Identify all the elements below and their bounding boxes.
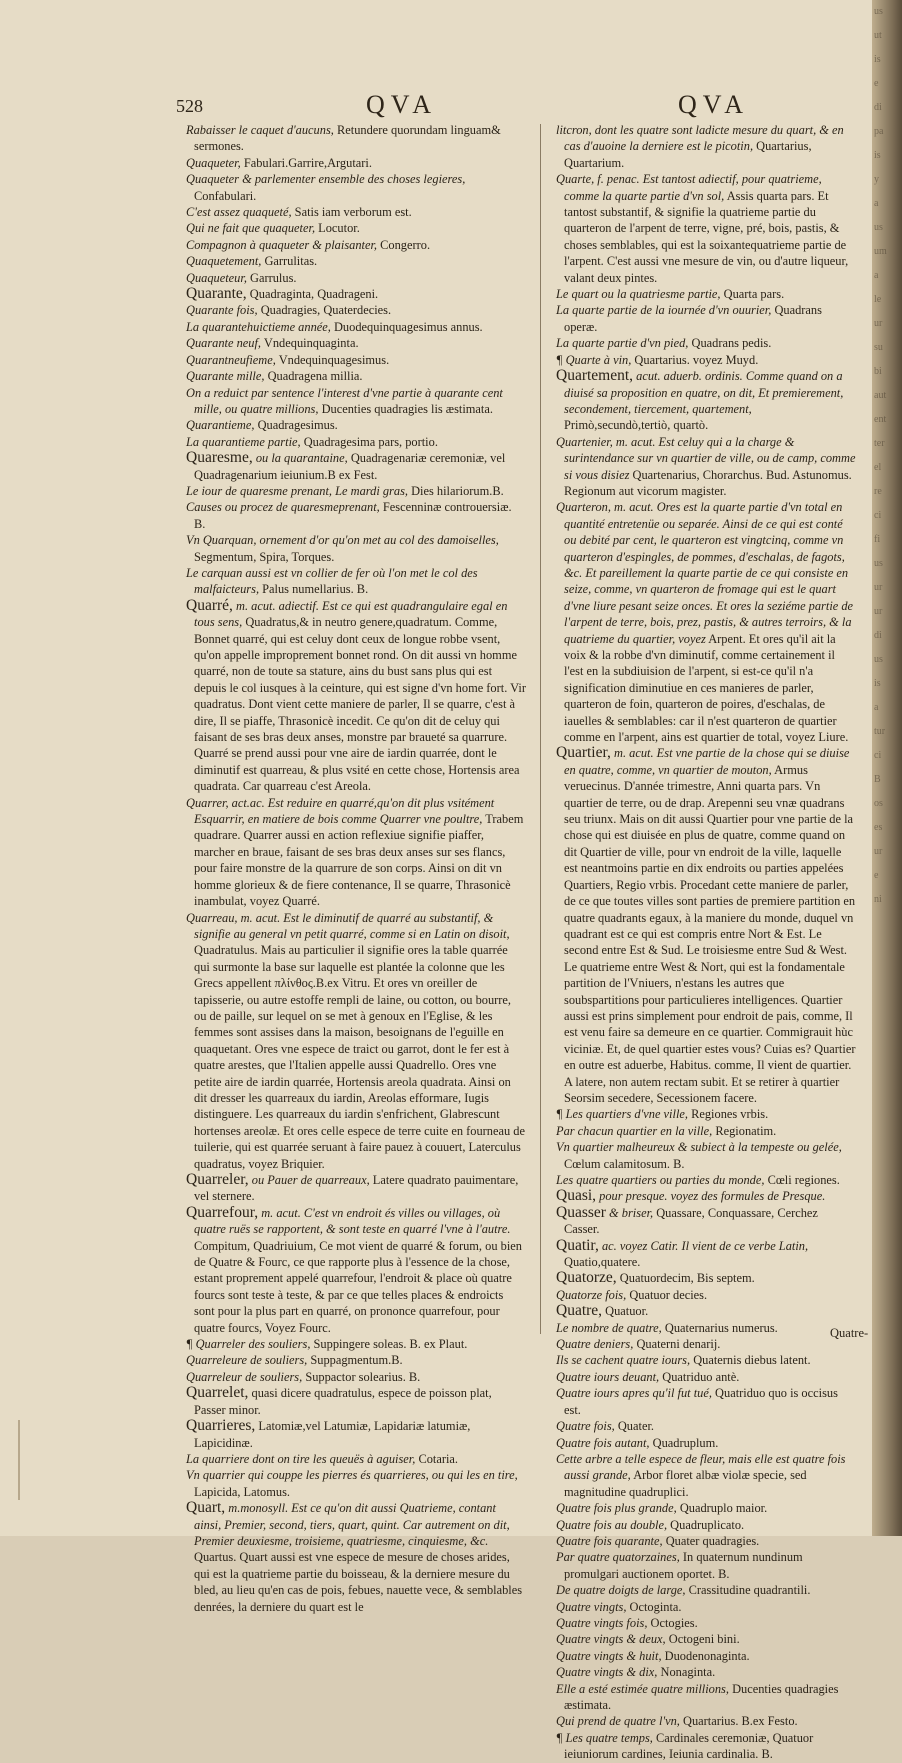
entry-latin: Quaternis diebus latent. [693,1353,811,1368]
dictionary-entry [556,1615,856,1631]
dictionary-entry [556,1106,856,1122]
entry-french: Quatre fois, [556,1419,615,1434]
fold-fragment: ur [874,606,883,617]
dictionary-entry [186,910,526,1173]
fold-fragment: ur [874,846,883,857]
entry-latin: In quaternum nundinum promulgari auctionem oportet. B. [564,1550,803,1581]
entry-headword: Quartement, [556,367,634,385]
entry-french: Quarantieme, [186,418,255,433]
entry-french: On a reduict par sentence l'interest d'vne partie à quarante cent mille, ou quatre millions, [186,385,503,416]
entry-french: Quatre vingts & huit, [556,1648,662,1663]
entry-french: m. acut. Est vne partie de la chose qui se diuise en quatre, comme, vn quartier de mouton, [564,746,850,777]
entry-latin: Quatio,quatere. [564,1255,641,1270]
dictionary-entry [556,1123,856,1139]
running-head-left: QVA [366,90,437,119]
fold-fragment: B [874,774,881,785]
fold-fragment: aut [874,390,887,401]
entry-french: m. acut. adiectif. Est ce qui est quadrangulaire egal en tous sens, [194,598,508,630]
entry-headword: Quarrefour, [186,1203,259,1221]
entry-french: Le quart ou la quatriesme partie, [556,287,721,302]
entry-latin: Latere quadrato pauimentare, vel sternere. [194,1173,519,1204]
entry-latin: Octogeni bini. [668,1632,740,1647]
entry-headword: Quasser [556,1203,606,1221]
dictionary-entry [556,368,856,434]
fold-fragment: le [874,294,882,305]
entry-french: Quarantneufieme, [186,352,276,367]
dictionary-entry [186,171,526,204]
entry-latin: Vndequinquagesimus. [278,352,390,367]
entry-latin: Confabulari. [194,188,257,203]
entry-latin: Quartenarius, Chorarchus. Bud. Astunomus. Regionum aut vicorum magister. [564,467,852,498]
dictionary-entry [556,352,856,368]
fold-fragment: us [874,654,883,665]
entry-french: Compagnon à quaqueter & plaisanter, [186,237,378,252]
fold-fragment: el [874,462,882,473]
fold-fragment: re [874,486,882,497]
dictionary-entry [556,1238,856,1271]
dictionary-entry [186,1352,526,1368]
fold-fragment: os [874,798,883,809]
dictionary-entry [186,450,526,483]
column-rule [540,124,541,1334]
fold-fragment: us [874,558,883,569]
dictionary-entry [186,795,526,910]
dictionary-entry [186,1467,526,1500]
fold-fragment: su [874,342,883,353]
entry-french: La quarte partie d'vn pied, [556,336,689,351]
fold-fragment: e [874,78,879,89]
entry-latin: Quadratulus. Mais au particulier il signifie ores la table quarrée qui surmonte la base sur laquelle est plantée la colonne que les Grecs appellent πλίνθος.B.ex Vitru. Et ores vn oreiller de tapisserie, ou autre estoffe rempli de laine, ou cotton, ou bourre, ou de paille, sur lequel on se met à genoux en l'Eglise, & les femmes sont assises dans la maison, besoignans de l'eguille en quaquetant. Ores vne espece de traict ou garrot, dont le fer est à quatre arestes, que l'Italien appelle aussi Quadrello. Ores vne petite aire de iardin quarrée, Hortensis areola quadrata. Ainsi on dit dresser les quarreaux du iardin, Areolas efformare, Iugis distinguere. Les quarreaux du iardin s'enfrichent, Glabrescunt hortenses areolæ. Et ores celle espece de terre cuite en fourneau de tuilerie, qui est quarrée seruant à faire pauez à couuert, Laterculus quadratus, voyez Briquier. [194,943,525,1171]
entry-latin: Quatuor decies. [629,1287,708,1302]
entry-french: litcron, dont les quatre sont ladicte mesure du quart, & en cas d'auoine la derniere est le picotin, [556,123,844,154]
right-column [556,122,856,1762]
entry-latin: Garrulitas. [264,254,318,269]
dictionary-entry [556,171,856,286]
catchword: Quatre- [830,1326,869,1340]
entry-french: Quatre fois quarante, [556,1533,663,1548]
dictionary-entry [186,1418,526,1451]
entry-latin: Vndequinquaginta. [263,336,359,351]
dictionary-entry [556,1336,856,1352]
dictionary-entry [556,1435,856,1451]
left-column [186,122,526,1614]
entry-headword: Quatre, [556,1302,603,1320]
fold-fragment: is [874,678,881,689]
dictionary-entry [556,499,856,745]
entry-latin: Quater. [617,1419,654,1434]
entry-latin: Retundere quorundam linguam& sermones. [194,123,501,154]
entry-french: Quaqueter & parlementer ensemble des choses legieres, [186,172,466,187]
entry-french: Quatre vingts, [556,1599,627,1614]
entry-latin: Regionatim. [715,1123,777,1138]
entry-latin: Segmentum, Spira, Torques. [194,549,335,564]
facing-page-fragments [874,0,898,1536]
dictionary-entry [556,1713,856,1729]
entry-french: Quatre iours deuant, [556,1369,660,1384]
entry-french: Le iour de quaresme prenant, Le mardi gras, [186,483,408,498]
entry-latin: Fabulari.Garrire,Argutari. [243,155,372,170]
fold-fragment: us [874,6,883,17]
fold-fragment: ni [874,894,882,905]
fold-fragment: di [874,630,882,641]
entry-latin: Quatuordecim, Bis septem. [619,1271,755,1286]
entry-french: Vn quartier malheureux & subiect à la tempeste ou gelée, [556,1140,842,1155]
entry-latin: Cœlum calamitosum. B. [564,1156,685,1171]
entry-french: & briser, [609,1205,654,1220]
fold-fragment: a [874,198,879,209]
entry-french: ¶ Quarreler des souliers, [186,1337,311,1352]
entry-french: Quarreleur de souliers, [186,1369,303,1384]
entry-latin: Quadrans pedis. [691,336,772,351]
dictionary-entry [186,1451,526,1467]
entry-latin: Dies hilariorum.B. [411,483,504,498]
dictionary-entry [556,1287,856,1303]
dictionary-entry [556,1648,856,1664]
dictionary-entry [556,1139,856,1172]
entry-latin: Quadrans operæ. [564,303,822,334]
fold-fragment: ut [874,30,882,41]
entry-french: La quarriere dont on tire les queuës à aguiser, [186,1451,416,1466]
fold-fragment: fi [874,534,881,545]
dictionary-entry [556,1188,856,1204]
entry-latin: Quartarius. voyez Muyd. [634,352,759,367]
dictionary-entry [556,1582,856,1598]
entry-latin: Octoginta. [629,1599,682,1614]
dictionary-entry [556,1303,856,1319]
entry-headword: Quasi, [556,1187,597,1205]
fold-fragment: ci [874,750,882,761]
entry-latin: Quarta pars. [723,287,785,302]
entry-french: Quarreleure de souliers, [186,1353,308,1368]
page-number: 528 [176,96,203,116]
dictionary-entry [556,1352,856,1368]
entry-french: La quarantieme partie, [186,434,301,449]
margin-mark [18,1420,20,1500]
dictionary-entry [186,352,526,368]
fold-fragment: a [874,270,879,281]
dictionary-entry [556,1320,856,1336]
entry-latin: Armus veruecinus. D'année trimestre, Anni quarta pars. Vn quartier de terre, ou de drap. Arepenni seu vnæ quadrans seu triunx. Mais on dit aussi Quartier pour vne partie de la chose qui est diuisée en plus de quatre, comme quand on dit Quartier de ville, pour vn endroit de la ville, laquelle est neantmoins partie en dix endroits ou parties appelées Quartiers, Regio vrbis. Procedant cette maniere de parler, de ce que toutes villes sont parties de premiere partition en quatre quadrants egaux, à la maniere du monde, duquel vn quadrant est ce qui est compris entre Nort & Est. Le second entre Est & Sud. Le troisiesme entre Sud & West. Le quatrieme entre West & Nort, qui est la fondamentale partition de l'Vniuers, n'estans les autres que soubspartitions pour particulieres intelligences. Quartier aussi est prins simplement pour endroit de pais, comme, Il est venu faire sa demeure en ce quartier. Commigrauit hùc viciniæ. Et, de quel quartier estes vous? Cuias es? Quartier en outre est aduerbe, Habitus. comme, Il vient de quartier. A latere, non autem rectam subit. Et se retirer à quartier Seorsim secedere, Secessionem facere. [564,762,856,1105]
entry-french: Quarante mille, [186,369,265,384]
entry-latin: Quadratus,& in neutro genere,quadratum. Comme, Bonnet quarré, qui est celuy dont ceux de longue robbe vsent, qu'on appelle improprement bonnet rond. On dit aussi vn homme quarré, non de toute sa stature, ains du bust sans plus qui est depuis le col iusques à la ceinture, qui est signe d'vn home fort. Vir quadratus. Dont vient cette maniere de parler, Il se quarre, c'est à dire, Il se piaffe, Thrasonicè incedit. Ce qu'on dit de celuy qui faisant de ses bras deux anses, monstre par braueté sa quarrure. Quarré se prend aussi pour vne aire de iardin quarrée, dont le diminutif est quarreau, & plus vsité en cette chose, Hortensis area quadrata. Car quarreau c'est Areola. [194,615,526,794]
entry-french: Par quatre quatorzaines, [556,1550,680,1565]
entry-latin: Octogies. [650,1615,698,1630]
fold-fragment: y [874,174,879,185]
entry-latin: Quadruplicato. [670,1517,745,1532]
entry-french: Quatre fois autant, [556,1435,650,1450]
dictionary-entry [556,745,856,1106]
entry-latin: Nonaginta. [660,1665,716,1680]
entry-french: Elle a esté estimée quatre millions, [556,1681,729,1696]
entry-french: Quarante fois, [186,303,258,318]
entry-french: Quarrer, act.ac. Est reduire en quarré,qu'on dit plus vsitément Esquarrir, en matiere de bois comme Quarrer vne poultre, [186,795,495,827]
entry-french: m.monosyll. Est ce qu'on dit aussi Quatrieme, contant ainsi, Premier, second, tiers, quart, quint. Car autrement on dit, Premier deuxiesme, troisieme, quatriesme, cinquiesme, &c. [194,1501,510,1548]
entry-french: La quarte partie de la iournée d'vn ouurier, [556,303,772,318]
dictionary-entry [556,1730,856,1763]
entry-french: Quarte, f. penac. Est tantost adiectif, pour quatrieme, comme la quarte partie d'vn sol, [556,172,822,203]
fold-fragment: um [874,246,887,257]
entry-french: ¶ Les quatre temps, [556,1730,653,1745]
dictionary-entry [186,1369,526,1385]
dictionary-entry [186,335,526,351]
entry-latin: Cardinales ceremoniæ, Quatuor ieiuniorum cardines, Ieiunia cardinalia. B. [564,1730,814,1762]
page-header [176,90,856,124]
entry-french: Quarteron, m. acut. Ores est la quarte partie d'vn total en quantité entretenüe ou separée. Ainsi de ce qui est conté ou debité par cent, le quarteron est vingtcinq, comme vn quarteron d'espingles, de pommes, d'eschalas, de fagots, &c. Et pareillement la quarte partie de ce qui consiste en seize, comme, vn quarteron de fromage qui est le quart d'vne liure pesant seize onces. Et ores la seziéme partie de l'arpent de terre, bois, prez, pastis, & autres terroirs, & la quatrieme du quartier, voyez [556,500,854,646]
entry-french: Qui ne fait que quaqueter, [186,221,316,236]
entry-french: Quartenier, m. acut. Est celuy qui a la charge & surintendance sur vn quartier de ville, ou de camp, comme si vous disiez [556,434,856,482]
dictionary-entry [186,122,526,155]
entry-french: Quatre fois au double, [556,1517,668,1532]
entry-latin: Suppagmentum.B. [310,1353,403,1368]
entry-headword: Quarrieres, [186,1417,256,1435]
entry-french: Les quatre quartiers ou parties du monde, [556,1173,765,1187]
dictionary-entry [556,1681,856,1714]
entry-latin: Quatriduo quo is occisus est. [564,1386,838,1417]
entry-french: Le carquan aussi est vn collier de fer où l'on met le col des malfaicteurs, [186,565,478,597]
dictionary-entry [556,1205,856,1238]
dictionary-entry [186,532,526,565]
entry-french: ou la quarantaine, [255,451,348,466]
dictionary-entry [556,1385,856,1418]
entry-headword: Quaresme, [186,449,253,467]
entry-latin: Quassare, Conquassare, Cerchez Casser. [564,1205,818,1237]
entry-headword: Quarré, [186,596,233,614]
entry-latin: Duodenonaginta. [664,1648,750,1663]
entry-latin: Garrulus. [250,270,297,285]
entry-latin: Suppactor solearius. B. [305,1369,421,1384]
dictionary-entry [186,155,526,171]
entry-french: acut. aduerb. ordinis. Comme quand on a diuisé sa proposition en quatre, on dit, Et premierement, secondement, tiercement, quartement, [564,369,844,416]
entry-latin: Latomiæ,vel Latumiæ, Lapidariæ latumiæ, Lapicidinæ. [194,1419,471,1450]
fold-fragment: us [874,222,883,233]
dictionary-entry [186,253,526,269]
fold-fragment: ur [874,318,883,329]
entry-latin: Compitum, Quadriuium, Ce mot vient de quarré & forum, ou bien de Quatre & Fourc, ce que rapporte plus à l'essence de la chose, estant proprement appelé quarrefour, l'endroit & place où quatre fourcs sont teste à teste, & par ce que telles places & endroicts sont pour la plus part en quarré, on prononce quarrefour, pour quatre fourcs, Voyez Fourc. [194,1238,522,1335]
entry-latin: Primò,secundò,tertiò, quartò. [564,418,709,433]
entry-headword: Quartier, [556,744,611,762]
dictionary-entry [186,483,526,499]
entry-latin: Quartarius, Quartarium. [564,139,812,170]
dictionary-entry [186,1172,526,1205]
dictionary-entry [186,319,526,335]
entry-french: De quatre doigts de large, [556,1583,686,1598]
entry-latin: Congerro. [380,237,431,252]
entry-latin: Quadruplum. [652,1435,719,1450]
dictionary-entry [186,286,526,302]
entry-headword: Quatorze, [556,1269,617,1287]
entry-latin: Quaterni denarij. [636,1337,721,1352]
entry-french: Causes ou procez de quaresmeprenant, [186,500,380,515]
dictionary-entry [556,1517,856,1533]
fold-fragment: ent [874,414,887,425]
dictionary-entry [186,1336,526,1352]
dictionary-entry [186,385,526,418]
entry-french: Quarreau, m. acut. Est le diminutif de quarré au substantif, & signifie au general vn petit quarré, comme si en Latin on disoit, [186,910,510,941]
entry-french: Le nombre de quatre, [556,1320,662,1335]
fold-fragment: tur [874,726,886,737]
entry-latin: Regiones vrbis. [691,1107,769,1122]
entry-french: C'est assez quaqueté, [186,205,292,220]
dictionary-entry [186,417,526,433]
entry-french: Quaquetement, [186,254,262,269]
dictionary-entry [556,1172,856,1188]
dictionary-entry [556,1369,856,1385]
entry-latin: Lapicida, Latomus. [194,1484,290,1499]
entry-latin: Locutor. [318,221,360,236]
entry-french: Cette arbre a telle espece de fleur, mais elle est quatre fois aussi grande, [556,1451,846,1483]
entry-latin: Assis quarta pars. Et tantost substantif, & signifie la quatrieme partie du quarteron de l'arpent de terre, vigne, pré, bois, pastis, & choses semblables, qui est la soixantequatrieme partie de l'arpent. C'est aussi vne mesure de vin, ou d'autre liqueur, valant deux pintes. [564,188,849,285]
dictionary-entry [556,1500,856,1516]
entry-latin: Suppingere soleas. B. ex Plaut. [313,1337,468,1352]
fold-fragment: pa [874,126,884,137]
entry-french: ou Pauer de quarreaux, [251,1173,370,1187]
entry-latin: Quadruplo maior. [679,1501,768,1516]
fold-fragment: di [874,102,882,113]
entry-french: Quatre iours apres qu'il fut tué, [556,1386,712,1401]
entry-latin: Quartus. Quart aussi est vne espece de mesure de choses arides, qui est la quatrieme partie du boisseau, & la derniere mesure du bled, au lieu qu'en cas de pois, febues, nauette vece, & semblables denrées, la derniere du quart est le [194,1550,523,1614]
entry-latin: Quadraginta, Quadrageni. [249,287,379,302]
fold-fragment: ter [874,438,885,449]
entry-latin: Arbor floret albæ violæ specie, sed magnitudine quadruplici. [564,1468,807,1499]
fold-fragment: is [874,150,881,161]
entry-latin: Quartarius. B.ex Festo. [683,1714,798,1729]
entry-latin: Ducenties quadragies æstimata. [564,1681,839,1712]
dictionary-entry [186,368,526,384]
entry-french: pour presque. voyez des formules de Presque. [599,1189,826,1204]
entry-latin: Quater quadragies. [665,1533,760,1548]
entry-latin: Quatuor. [605,1304,649,1319]
entry-latin: Cœli regiones. [767,1173,840,1187]
entry-french: ¶ Quarte à vin, [556,352,632,367]
entry-headword: Quatir, [556,1236,599,1254]
entry-latin: Crassitudine quadrantili. [688,1583,811,1598]
fold-fragment: bi [874,366,882,377]
dictionary-entry [556,1664,856,1680]
entry-french: ¶ Les quartiers d'vne ville, [556,1107,688,1122]
entry-latin: Ducenties quadragies lis æstimata. [321,401,493,416]
fold-fragment: ci [874,510,882,521]
entry-french: Rabaisser le caquet d'aucuns, [186,123,334,137]
entry-latin: Satis iam verborum est. [294,205,412,220]
dictionary-entry [556,1418,856,1434]
entry-french: Quaqueteur, [186,270,247,285]
dictionary-entry [556,434,856,500]
entry-french: Quatre vingts & dix, [556,1665,658,1680]
entry-french: Ils se cachent quatre iours, [556,1353,691,1368]
entry-french: Quatre vingts fois, [556,1615,648,1630]
dictionary-entry [556,1599,856,1615]
entry-headword: Quarrelet, [186,1384,249,1402]
entry-french: Par chacun quartier en la ville, [556,1123,713,1138]
entry-headword: Quart, [186,1499,226,1517]
entry-french: Qui prend de quatre l'vn, [556,1714,680,1729]
dictionary-entry [186,302,526,318]
fold-fragment: a [874,702,879,713]
entry-latin: Cotaria. [418,1451,459,1466]
entry-latin: Palus numellarius. B. [262,582,369,597]
entry-latin: Quadragesimus. [257,418,338,433]
entry-latin: quasi dicere quadratulus, espece de poisson plat, Passer minor. [194,1386,492,1417]
dictionary-entry [186,1500,526,1615]
dictionary-entry [556,302,856,335]
entry-latin: Quadragenariæ ceremoniæ, vel Quadragenarium ieiunium.B ex Fest. [194,451,506,482]
entry-french: ac. voyez Catir. Il vient de ce verbe Latin, [601,1238,809,1253]
dictionary-entry [556,1270,856,1286]
entry-french: La quarantehuictieme année, [186,319,331,334]
entry-french: Quatre deniers, [556,1337,634,1352]
entry-latin: Duodequinquagesimus annus. [333,319,483,334]
dictionary-entry [186,499,526,532]
dictionary-entry [556,122,856,171]
fold-fragment: e [874,870,879,881]
entry-french: Quaqueter, [186,155,241,170]
dictionary-entry [186,598,526,795]
entry-latin: Fescenninæ controuersiæ. B. [194,500,512,531]
entry-french: Vn Quarquan, ornement d'or qu'on met au col des damoiselles, [186,533,499,548]
dictionary-entry [186,270,526,286]
dictionary-entry [556,1631,856,1647]
dictionary-entry [556,286,856,302]
dictionary-entry [556,1451,856,1500]
entry-french: Quatre vingts & deux, [556,1632,666,1647]
dictionary-entry [186,204,526,220]
fold-fragment: is [874,54,881,65]
dictionary-entry [556,335,856,351]
entry-french: m. acut. C'est vn endroit és villes ou villages, où quatre ruës se rapportent, & sont teste en quarré l'vne à l'autre. [194,1205,511,1237]
entry-french: Quatorze fois, [556,1287,627,1302]
entry-headword: Quarante, [186,285,247,303]
dictionary-entry [186,237,526,253]
entry-latin: Quadragesima pars, portio. [303,434,438,449]
entry-headword: Quarreler, [186,1171,249,1188]
running-head-right: QVA [678,90,749,119]
entry-latin: Arpent. Et ores qu'il ait la voix & la robbe d'vn diminutif, comme certainement il l'est en la subdiuision de l'arpent, si est-ce qu'il n'a signification diminutiue en ces manieres de parler, quarteron de foin, quarteron de poires, d'eschalas, de iauelles & semblables: car il n'est quarteron de quartier comme en l'arpent, ains est quartier de total, voyez Liure. [564,631,849,745]
dictionary-entry [556,1549,856,1582]
entry-french: Quatre fois plus grande, [556,1501,677,1516]
entry-french: Vn quarrier qui couppe les pierres és quarrieres, ou qui les en tire, [186,1468,518,1483]
entry-latin: Quaternarius numerus. [664,1320,778,1335]
fold-fragment: es [874,822,883,833]
dictionary-entry [186,565,526,598]
dictionary-entry [556,1533,856,1549]
entry-latin: Quatriduo antè. [662,1369,740,1384]
entry-latin: Quadragies, Quaterdecies. [260,303,392,318]
dictionary-entry [186,1205,526,1336]
dictionary-entry [186,220,526,236]
entry-latin: Quadragena millia. [267,369,363,384]
dictionary-entry [186,434,526,450]
fold-fragment: ur [874,582,883,593]
entry-latin: Trabem quadrare. Quarrer aussi en action reflexiue signifie piaffer, marcher en braue, faisant de ses bras deux anses sur ses flancs, pour faire monstre de la quarrure de son corps. Ainsi on dit vn homme glorieux & de fiere contenance, Il se quarre, Thrasonicè inambulat, voyez Quarré. [194,812,524,909]
entry-french: Quarante neuf, [186,336,262,351]
dictionary-entry [186,1385,526,1418]
